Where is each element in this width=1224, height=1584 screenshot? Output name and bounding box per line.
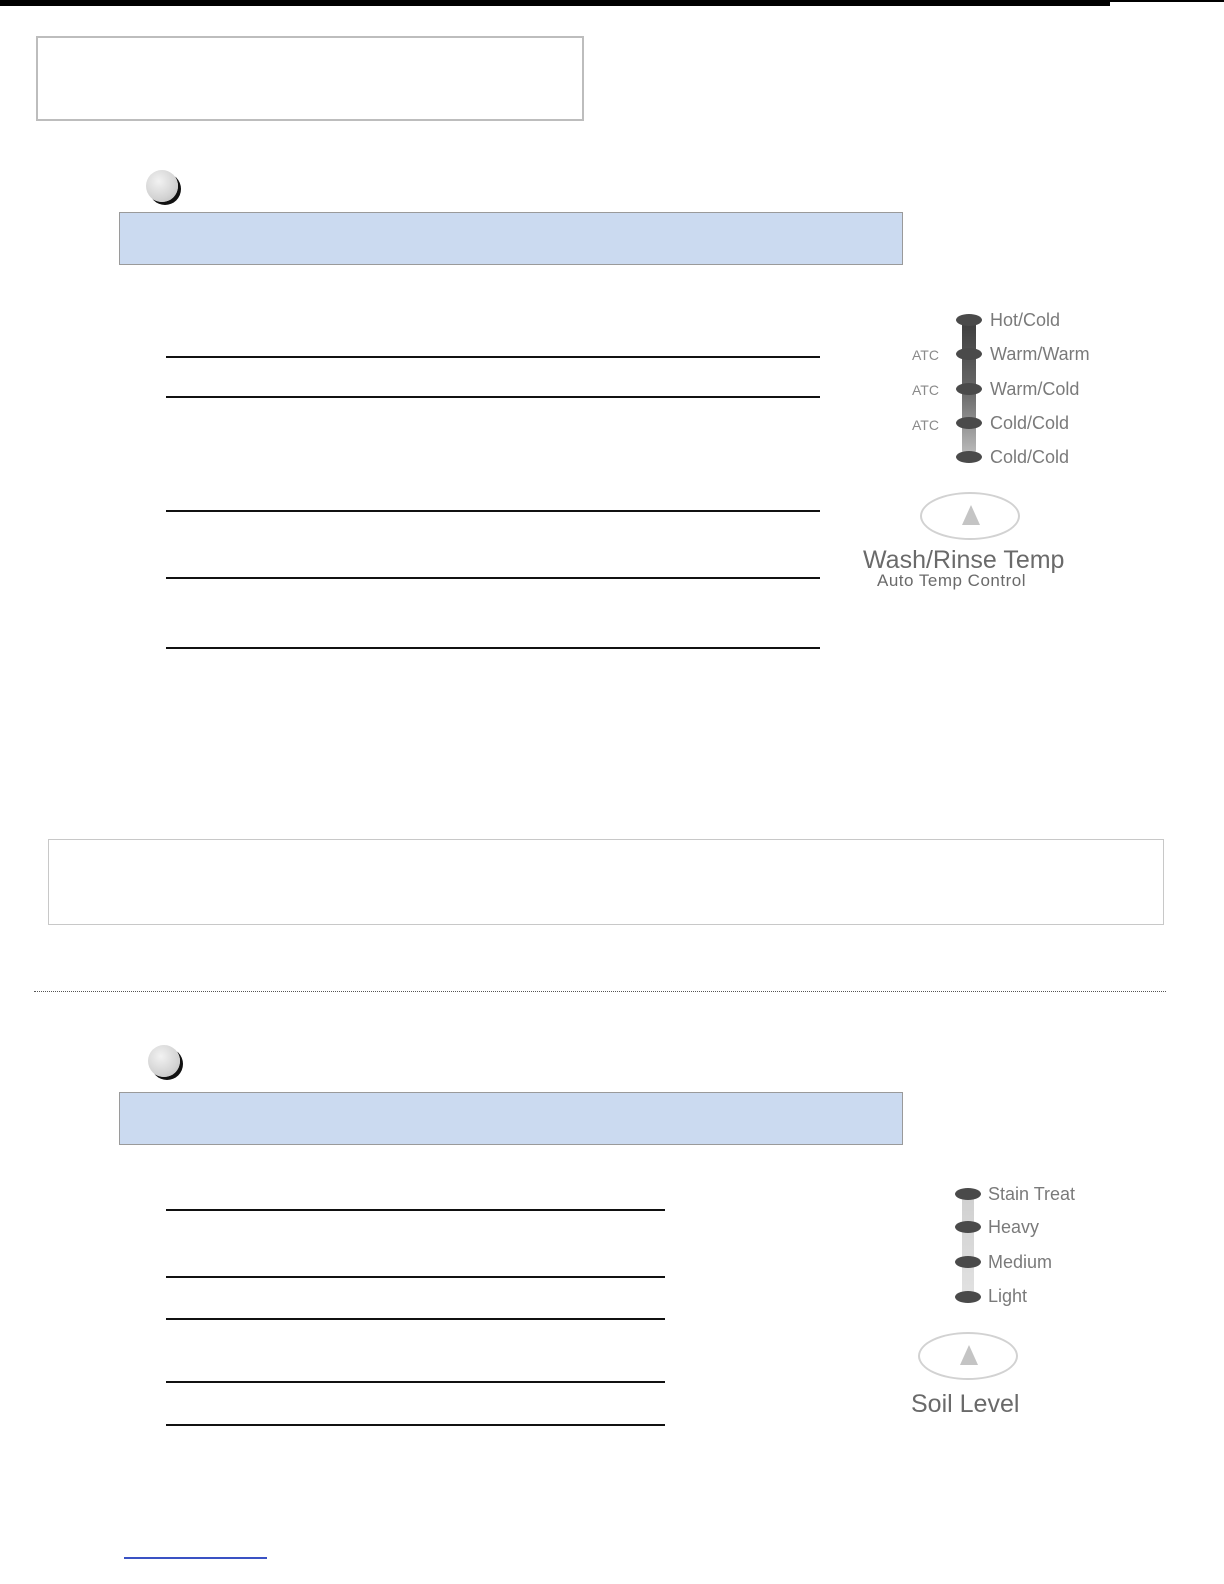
soil-track: [962, 1190, 974, 1300]
temp-label-3: Warm/Cold: [990, 379, 1080, 399]
section-1-rule-4: [166, 577, 820, 579]
soil-level-button[interactable]: [918, 1332, 1018, 1380]
temp-indicator-4: [956, 417, 982, 429]
temp-label-5: Cold/Cold: [990, 447, 1070, 467]
wash-rinse-temp-title: Wash/Rinse Temp: [863, 546, 1065, 574]
soil-indicator-4: [955, 1291, 981, 1303]
temp-indicator-5: [956, 451, 982, 463]
link-underline[interactable]: [124, 1557, 267, 1559]
section-2-rule-4: [166, 1381, 665, 1383]
section-1-bullet-icon: [146, 170, 178, 202]
top-rule: [0, 0, 1224, 6]
temp-indicator-3: [956, 383, 982, 395]
section-1-rule-3: [166, 510, 820, 512]
temp-label-4: Cold/Cold: [990, 413, 1070, 433]
section-2-rule-2: [166, 1276, 665, 1278]
section-2-bullet-icon: [148, 1045, 180, 1077]
temp-atc-3: ATC: [912, 382, 939, 398]
soil-level-title: Soil Level: [911, 1390, 1020, 1418]
soil-level-panel: [900, 1180, 1120, 1430]
wash-rinse-temp-button[interactable]: [920, 492, 1020, 540]
temp-label-1: Hot/Cold: [990, 310, 1061, 330]
section-1-rule-2: [166, 396, 820, 398]
wash-rinse-temp-subtitle: Auto Temp Control: [877, 571, 1026, 590]
soil-label-1: Stain Treat: [988, 1184, 1076, 1204]
wash-rinse-temp-panel: [860, 306, 1120, 596]
section-2-rule-5: [166, 1424, 665, 1426]
section-1-heading-band: [119, 212, 903, 265]
section-1-rule-5: [166, 647, 820, 649]
temp-indicator-2: [956, 348, 982, 360]
section-1-rule-1: [166, 356, 820, 358]
up-arrow-icon: [962, 505, 980, 525]
up-arrow-icon: [960, 1345, 978, 1365]
temp-atc-4: ATC: [912, 417, 939, 433]
soil-indicator-2: [955, 1221, 981, 1233]
soil-label-4: Light: [988, 1286, 1028, 1306]
soil-label-3: Medium: [988, 1252, 1053, 1272]
soil-label-2: Heavy: [988, 1217, 1040, 1237]
temp-atc-2: ATC: [912, 347, 939, 363]
soil-indicator-3: [955, 1256, 981, 1268]
temp-label-2: Warm/Warm: [990, 344, 1090, 364]
temp-indicator-1: [956, 314, 982, 326]
section-2-rule-1: [166, 1209, 665, 1211]
header-box: [36, 36, 584, 121]
soil-indicator-1: [955, 1188, 981, 1200]
note-box: [48, 839, 1164, 925]
dotted-separator: [34, 991, 1166, 992]
section-2-heading-band: [119, 1092, 903, 1145]
section-2-rule-3: [166, 1318, 665, 1320]
